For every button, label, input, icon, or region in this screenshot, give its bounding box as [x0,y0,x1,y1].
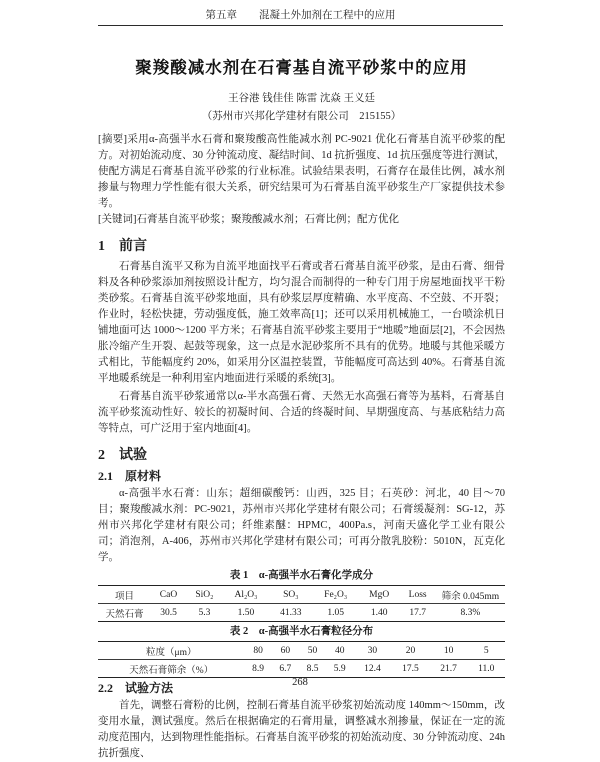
table-header-cell: Loss [399,586,435,604]
section-heading-experiment: 2 试验 [98,448,147,463]
table-cell: 40 [326,642,353,660]
table-cell: 6.7 [279,663,292,674]
table-header-cell: MgO [359,586,400,604]
chapter-title: 混凝土外加剂在工程中的应用 [259,10,396,21]
table-cell: 17.5 [402,663,419,674]
table-cell: 天然石膏 [105,609,144,620]
table-cell: 11.0 [478,663,495,674]
table-chemical-composition [98,585,505,622]
intro-paragraph-2: 石膏基自流平砂浆通常以α-半水高强石膏、天然无水高强石膏等为基料，石膏基自流平砂浆流动性好、较长的初凝时间、合适的终凝时间、早期强度高、与基底粘结力高等特点，可广泛用于室内地面[4]。 [98,391,505,434]
table-header-row [98,586,505,604]
table-header-cell: CaO [151,586,186,604]
article-title: 聚羧酸减水剂在石膏基自流平砂浆中的应用 [135,58,468,77]
section-heading-intro: 1 前言 [98,239,147,254]
table-row [98,642,505,660]
table-cell: 1.05 [327,607,344,618]
keywords-text: [关键词]石膏基自流平砂浆；聚羧酸减水剂；石膏比例；配方优化 [98,214,399,225]
table-header-cell: 项目 [98,586,151,604]
table-row [98,660,505,678]
table-header-cell: Al₂O₃ [223,586,269,604]
table-cell: 5 [468,642,505,660]
table-cell: 20 [391,642,429,660]
table-row [98,604,505,622]
page-content [98,54,505,762]
table-header-cell: SiO₂ [186,586,223,604]
table-cell: 粒度（μm） [98,642,245,660]
table-cell: 41.33 [280,607,302,618]
table-cell: 5.9 [333,663,346,674]
table-1-caption: 表 1 α-高强半水石膏化学成分 [229,570,374,581]
table-cell: 10 [430,642,468,660]
table-cell: 30 [353,642,391,660]
running-head [98,0,503,26]
subsection-heading-methods: 2.2 试验方法 [98,681,174,695]
table-header-cell: Fe₂O₃ [312,586,358,604]
affiliation: （苏州市兴邦化学建材有限公司 215155） [201,111,402,122]
materials-paragraph: α-高强半水石膏：山东；超细碳酸钙：山西，325 目；石英砂：河北，40 目～70 目；聚羧酸减水剂：PC-9021，苏州市兴邦化学建材有限公司；石膏缓凝剂：SG-12，苏州市兴邦化学建材有限公司；纤维素醚：HPMC，400Pa.s，河南天盛化学工业有限公司；消泡剂，A-406，苏州市兴邦化学建材有限公司；可再分散乳胶粉：5010N，瓦克化学。 [98,488,505,563]
table-cell: 5.3 [198,607,211,618]
table-particle-size [98,641,505,678]
table-cell: 21.7 [440,663,457,674]
table-header-cell: 筛余 0.045mm [436,586,505,604]
table-cell: 30.5 [160,607,177,618]
author-list: 王谷港 钱佳佳 陈雷 沈焱 王义廷 [228,93,375,104]
table-cell: 80 [245,642,272,660]
subsection-heading-materials: 2.1 原材料 [98,469,162,483]
table-cell: 12.4 [364,663,381,674]
table-cell: 1.50 [237,607,255,618]
table-header-cell: SO₃ [269,586,312,604]
abstract-text: [摘要]采用α-高强半水石膏和聚羧酸高性能减水剂 PC-9021 优化石膏基自流平砂浆的配方。对初始流动度、30 分钟流动度、凝结时间、1d 抗折强度、1d 抗压强度等进行测试，使配方满足石膏基自流平砂浆的行业标准。试验结果表明，石膏存在最佳比例，减水剂掺量与物理力学性能有很大关系，研究结果可为石膏基自流平砂浆生产厂家提供技术参考。 [98,134,505,209]
methods-paragraph: 首先，调整石膏粉的比例，控制石膏基自流平砂浆初始流动度 140mm～150mm，改变用水量，测试强度。然后在根据确定的石膏用量，调整减水剂掺量，保证在一定的流动度范围内，达到物理性能指标。石膏基自流平砂浆的初始流动度、30 分钟流动度、24h 抗折强度、 [98,700,505,759]
table-cell: 8.3% [460,607,481,618]
chapter-label: 第五章 [205,10,237,21]
table-cell: 8.9 [252,663,265,674]
table-2-caption: 表 2 α-高强半水石膏粒径分布 [229,626,374,637]
intro-paragraph-1: 石膏基自流平又称为自流平地面找平石膏或者石膏基自流平砂浆，是由石膏、细骨料及各种砂浆添加剂按照设计配方，均匀混合而制得的一种专门用于房屋地面找平干粉类砂浆。石膏基自流平砂浆地面，具有砂浆层厚度精确、水平度高、不空鼓、不开裂；作业时，轻松快捷，劳动强度低，施工效率高[1]；还可以采用机械施工，一台喷涂机日铺地面可达 1000～1200 平方米；石膏基自流平砂浆主要用于“地暖”地面层[2]，不会因热胀冷缩产生开裂、起鼓等现象，这一点是水泥砂浆所不具有的优势。地暖与其他采暖方式相比，节能幅度约 20%，如采用分区温控装置，节能幅度可高达到 40%。石膏基自流平地暖系统是一种利用室内地面进行采暖的系统[3]。 [98,261,505,384]
table-cell: 60 [272,642,299,660]
table-cell: 17.7 [409,607,426,618]
table-cell: 8.5 [306,663,319,674]
table-cell: 50 [299,642,326,660]
table-cell: 1.40 [370,607,388,618]
table-cell: 天然石膏筛余（%） [129,665,214,676]
page-number: 268 [292,677,308,688]
